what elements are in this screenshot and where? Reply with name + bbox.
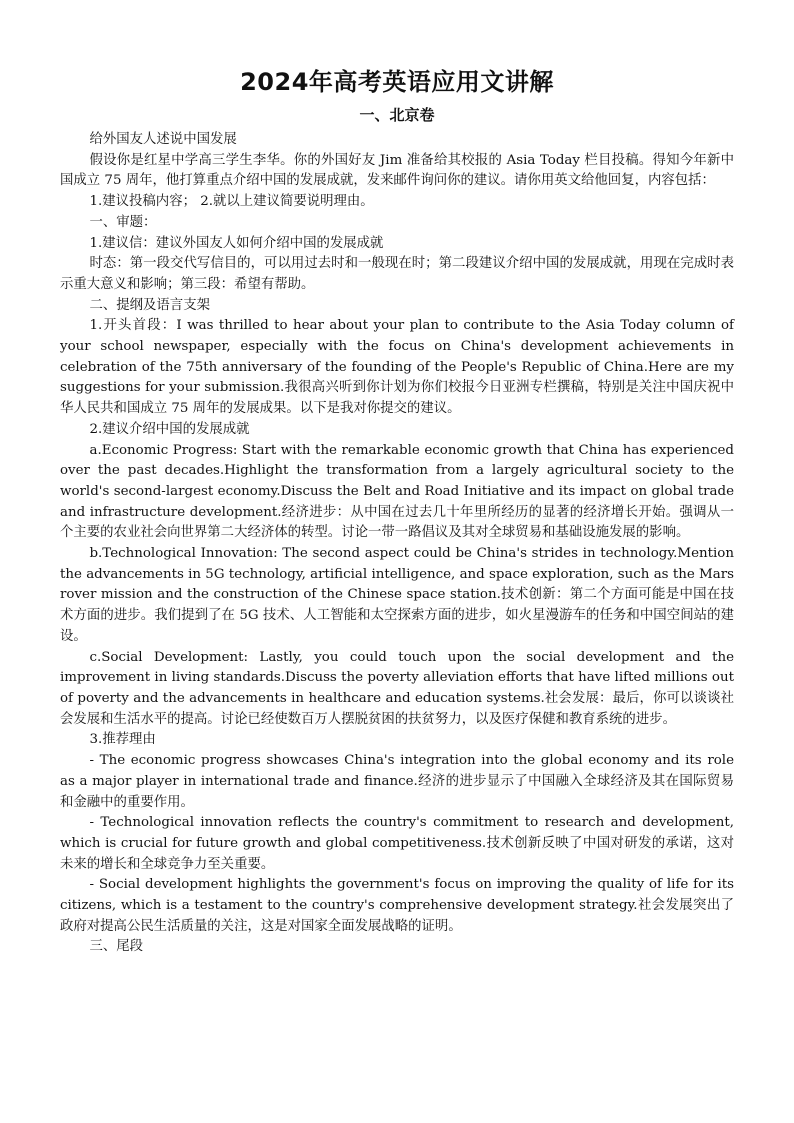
body-paragraph: 时态：第一段交代写信目的，可以用过去时和一般现在时；第二段建议介绍中国的发展成就，用现在完成时表示重大意义和影响；第三段：希望有帮助。	[60, 256, 734, 292]
body-paragraph: 一、审题：	[89, 214, 157, 230]
body-paragraph: 2.建议介绍中国的发展成就	[89, 421, 250, 437]
body-paragraph: - Social development highlights the government's focus on improving the quality of life for its citizens, which is a testament to the country's comprehensive development strategy.社会发展突出了政府对提高公民生活质量的关注，这是对国家全面发展战略的证明。	[60, 877, 734, 934]
body-paragraph: 给外国友人述说中国发展	[89, 132, 237, 147]
body-paragraph: 3.推荐理由	[89, 732, 156, 748]
section-title: 一、北京卷	[359, 106, 435, 124]
body-paragraph: 1.建议信：建议外国友人如何介绍中国的发展成就	[89, 235, 384, 251]
body-paragraph: 假设你是红星中学高三学生李华。你的外国好友 Jim 准备给其校报的 Asia Today 栏目投稿。得知今年新中国成立 75 周年，他打算重点介绍中国的发展成就，发来邮件询问你的建议。请你用英文给他回复，内容包括：	[60, 152, 734, 189]
document-body	[60, 130, 734, 958]
body-paragraph: a.Economic Progress: Start with the remarkable economic growth that China has experienced over the past decades.Highlight the transformation from a largely agricultural society to the world's second-largest economy.Discuss the Belt and Road Initiative and its impact on global trade and infrastructure development.经济进步：从中国在过去几十年里所经历的显著的经济增长开始。强调从一个主要的农业社会向世界第二大经济体的转型。讨论一带一路倡议及其对全球贸易和基础设施发展的影响。	[60, 442, 734, 541]
body-paragraph: 1.建议投稿内容； 2.就以上建议简要说明理由。	[89, 194, 374, 210]
body-paragraph: b.Technological Innovation: The second aspect could be China's strides in technology.Mention the advancements in 5G technology, artificial intelligence, and space exploration, such as the Mars rover mission and the construction of the Chinese space station.技术创新：第二个方面可能是中国在技术方面的进步。我们提到了在 5G 技术、人工智能和太空探索方面的进步，如火星漫游车的任务和中国空间站的建设。	[60, 546, 734, 644]
body-paragraph: 二、提纲及语言支架	[89, 297, 210, 313]
body-paragraph: - Technological innovation reflects the country's commitment to research and development, which is crucial for future growth and global competitiveness.技术创新反映了中国对研发的承诺，这对未来的增长和全球竞争力至关重要。	[60, 815, 734, 872]
document-title: 2024年高考英语应用文讲解	[240, 68, 554, 96]
body-paragraph: c.Social Development: Lastly, you could touch upon the social development and the improvement in living standards.Discuss the poverty alleviation efforts that have lifted millions out of poverty and the advancements in healthcare and education systems.社会发展：最后，你可以谈谈社会发展和生活水平的提高。讨论已经使数百万人摆脱贫困的扶贫努力，以及医疗保健和教育系统的进步。	[60, 649, 734, 727]
body-paragraph: 1.开头首段：I was thrilled to hear about your plan to contribute to the Asia Today column of your school newspaper, especially with the focus on China's development achievements in celebration of the 75th anniversary of the founding of the People's Republic of China.Here are my suggestions for your submission.我很高兴听到你计划为你们校报今日亚洲专栏撰稿，特别是关注中国庆祝中华人民共和国成立 75 周年的发展成果。以下是我对你提交的建议。	[60, 318, 734, 417]
body-paragraph: - The economic progress showcases China's integration into the global economy and its role as a major player in international trade and finance.经济的进步显示了中国融入全球经济及其在国际贸易和金融中的重要作用。	[60, 753, 734, 810]
body-paragraph: 三、尾段	[89, 939, 144, 955]
